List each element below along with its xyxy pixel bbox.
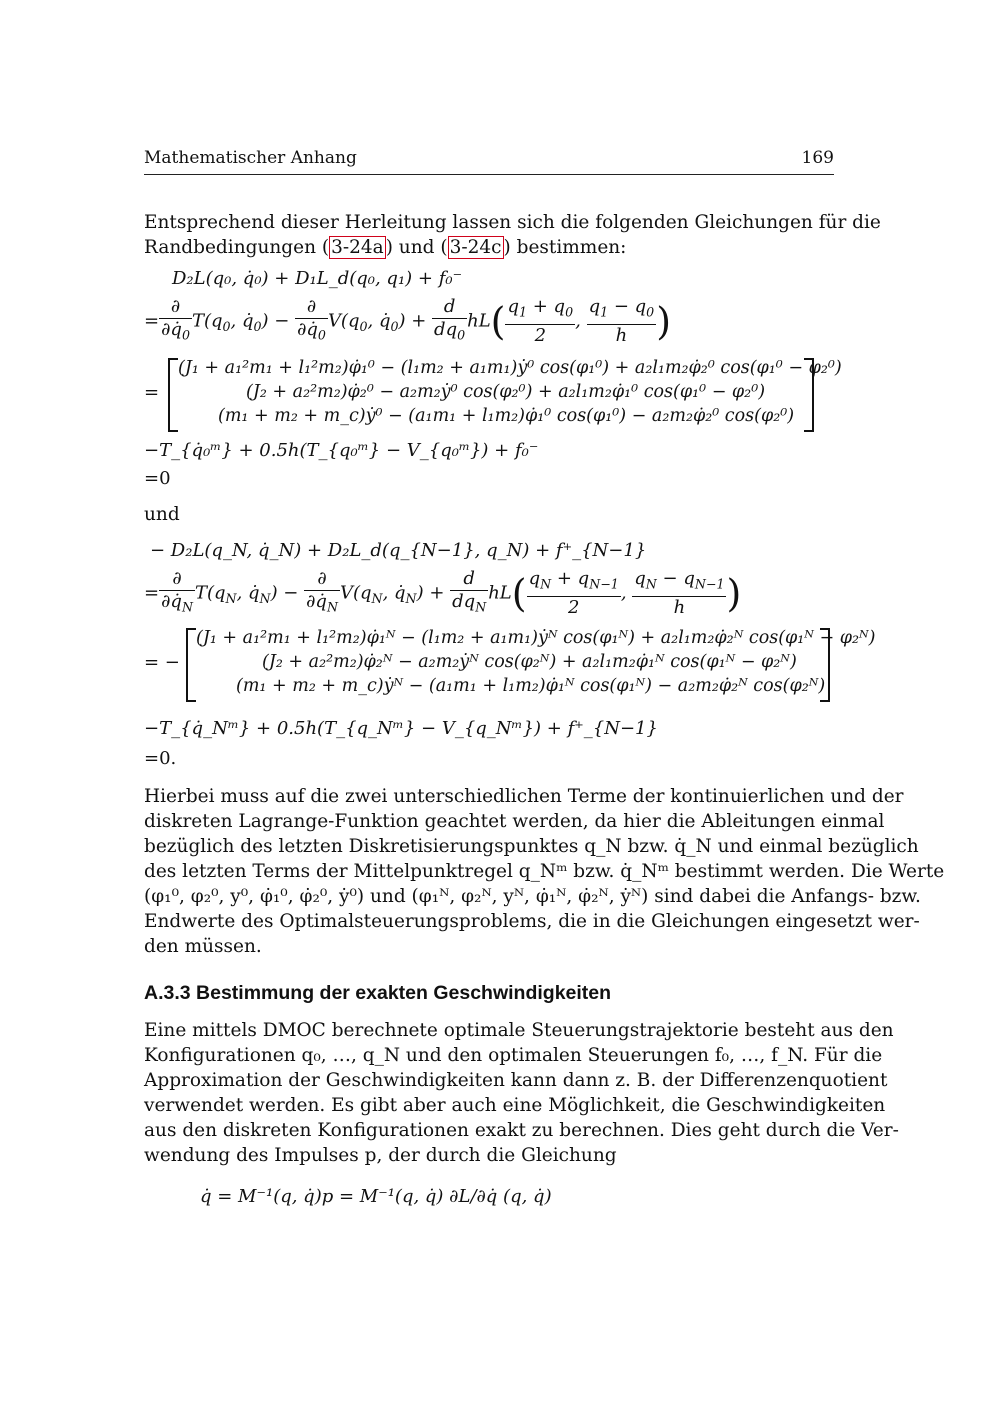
eq0-matrix-row-1: (J₁ + a₁²m₁ + l₁²m₂)φ̇₁⁰ − (l₁m₂ + a₁m₁)ẏ⁰ cos(φ₁⁰) + a₂l₁m₂φ̇₂⁰ cos(φ₁⁰ − φ₂⁰) [178, 358, 842, 378]
para3-line-1: Eine mittels DMOC berechnete optimale Steuerungstrajektorie besteht aus den [144, 1020, 894, 1041]
eq0-left-bracket [168, 358, 178, 432]
para2-line-6: Endwerte des Optimalsteuerungsproblems, die in die Gleichungen eingesetzt wer- [144, 911, 920, 932]
eq0-line-zero: =0 [144, 468, 171, 489]
para2-line-1: Hierbei muss auf die zwei unterschiedlichen Terme der kontinuierlichen und der [144, 786, 904, 807]
eqN-matrix-row-2: (J₂ + a₂²m₂)φ̇₂ᴺ − a₂m₂ẏᴺ cos(φ₂ᴺ) + a₂l₁m₂φ̇₁ᴺ cos(φ₁ᴺ − φ₂ᴺ) [262, 652, 797, 672]
eqN-matrix-row-3: (m₁ + m₂ + m_c)ẏᴺ − (a₁m₁ + l₁m₂)φ̇₁ᴺ cos(φ₁ᴺ) − a₂m₂φ̇₂ᴺ cos(φ₂ᴺ) [236, 676, 826, 696]
eq0-matrix-row-3: (m₁ + m₂ + m_c)ẏ⁰ − (a₁m₁ + l₁m₂)φ̇₁⁰ cos(φ₁⁰) − a₂m₂φ̇₂⁰ cos(φ₂⁰) [218, 406, 795, 426]
section-heading: A.3.3 Bestimmung der exakten Geschwindigkeiten [144, 982, 612, 1004]
fraction-d-dq0dot: $\frac{\partial}{\partial q̇_0}$ [161, 296, 190, 343]
und-word: und [144, 504, 180, 525]
eq0-matrix-row-2: (J₂ + a₂²m₂)φ̇₂⁰ − a₂m₂ẏ⁰ cos(φ₂⁰) + a₂l₁m₂φ̇₁⁰ cos(φ₁⁰ − φ₂⁰) [246, 382, 766, 402]
reference-link-3-24c[interactable]: 3-24c [449, 237, 502, 258]
fraction-d-dqNdot-2: $\frac{\partial}{\partial q̇_N}$ [306, 568, 338, 615]
eqN-equals-minus: = − [144, 652, 180, 673]
fraction-d-dq0: $\frac{d}{dq_0}$ [434, 296, 466, 343]
reference-link-3-24a[interactable]: 3-24a [331, 237, 384, 258]
eqN-line-zero: =0. [144, 748, 177, 769]
intro-line-1: Entsprechend dieser Herleitung lassen sich die folgenden Gleichungen für die [144, 212, 881, 233]
para2-line-3: bezüglich des letzten Diskretisierungspunktes q_N bzw. q̇_N und einmal bezüglich [144, 836, 919, 857]
fraction-d-dqNdot: $\frac{\partial}{\partial q̇_N}$ [161, 568, 193, 615]
eq0-line-2: = $\frac{\partial}{\partial q̇_0}$ $T(q_0$, $q̇_0$) − $\frac{\partial}{\partial q̇_0}$ $V(q_0$, $q̇_0$) + $\frac{d}{dq_0}$ hL( $\frac{q_1 + q_0}{2}$ , $\frac{q_1 - q_0}{h}$ ) [144, 296, 672, 346]
intro-paragraph [144, 210, 881, 260]
header-title: Mathematischer Anhang [144, 148, 357, 168]
para3-line-5: aus den diskreten Konfigurationen exakt zu berechnen. Dies geht durch die Ver- [144, 1120, 899, 1141]
eqN-line-2: = $\frac{\partial}{\partial q̇_N}$ $T(q_N$, $q̇_N$) − $\frac{\partial}{\partial q̇_N}$ $V(q_N$, $q̇_N$) + $\frac{d}{dq_N}$ hL( $\frac{q_N + q_{N-1}}{2}$ , $\frac{q_N - q_{N-1}}{h}$ ) [144, 568, 742, 618]
intro-line-2: Randbedingungen ( 3-24a ) und ( 3-24c ) bestimmen: [144, 237, 627, 258]
eq0-line-1: D₂L(q₀, q̇₀) + D₁L_d(q₀, q₁) + f₀⁻ [172, 268, 463, 289]
eqN-line-t: −T_{q̇_Nᵐ} + 0.5h(T_{q_Nᵐ} − V_{q_Nᵐ}) + f⁺_{N−1} [144, 718, 658, 739]
eqN-line-1: − D₂L(q_N, q̇_N) + D₂L_d(q_{N−1}, q_N) + f⁺_{N−1} [150, 540, 647, 561]
momentum-equation: q̇ = M⁻¹(q, q̇)p = M⁻¹(q, q̇) ∂L/∂q̇ (q, q̇) [200, 1186, 552, 1207]
para2-line-5: (φ₁⁰, φ₂⁰, y⁰, φ̇₁⁰, φ̇₂⁰, ẏ⁰) und (φ₁ᴺ, φ₂ᴺ, yᴺ, φ̇₁ᴺ, φ̇₂ᴺ, ẏᴺ) sind dabei die Anfangs- bzw. [144, 886, 921, 907]
eqN-matrix-row-1: (J₁ + a₁²m₁ + l₁²m₂)φ̇₁ᴺ − (l₁m₂ + a₁m₁)ẏᴺ cos(φ₁ᴺ) + a₂l₁m₂φ̇₂ᴺ cos(φ₁ᴺ − φ₂ᴺ) [196, 628, 876, 648]
fraction-difference: $\frac{q_1 - q_0}{h}$ [588, 296, 655, 346]
fraction-midpoint: $\frac{q_1 + q_0}{2}$ [507, 296, 574, 346]
fraction-difference-N: $\frac{q_N - q_{N-1}}{h}$ [634, 568, 725, 618]
running-header [144, 148, 834, 175]
para2-line-2: diskreten Lagrange-Funktion geachtet werden, da hier die Ableitungen einmal [144, 811, 885, 832]
para3-line-4: verwendet werden. Es gibt aber auch eine Möglichkeit, die Geschwindigkeiten [144, 1095, 886, 1116]
eqN-left-bracket [186, 628, 196, 702]
para2-line-4: des letzten Terms der Mittelpunktregel q_Nᵐ bzw. q̇_Nᵐ bestimmt werden. Die Werte [144, 861, 945, 882]
para3-line-6: wendung des Impulses p, der durch die Gleichung [144, 1145, 617, 1166]
para3-line-2: Konfigurationen q₀, …, q_N und den optimalen Steuerungen f₀, …, f_N. Für die [144, 1045, 883, 1066]
fraction-d-dqN: $\frac{d}{dq_N}$ [452, 568, 487, 615]
eq0-line-t: −T_{q̇₀ᵐ} + 0.5h(T_{q₀ᵐ} − V_{q₀ᵐ}) + f₀⁻ [144, 440, 539, 461]
page-number: 169 [801, 148, 834, 168]
velocity-paragraph [144, 1018, 899, 1168]
eq0-equals-sign: = [144, 382, 160, 403]
explanation-paragraph [144, 784, 945, 959]
para2-line-7: den müssen. [144, 936, 262, 957]
fraction-d-dq0dot-2: $\frac{\partial}{\partial q̇_0}$ [297, 296, 326, 343]
fraction-midpoint-N: $\frac{q_N + q_{N-1}}{2}$ [528, 568, 619, 618]
para3-line-3: Approximation der Geschwindigkeiten kann dann z. B. der Differenzenquotient [144, 1070, 888, 1091]
